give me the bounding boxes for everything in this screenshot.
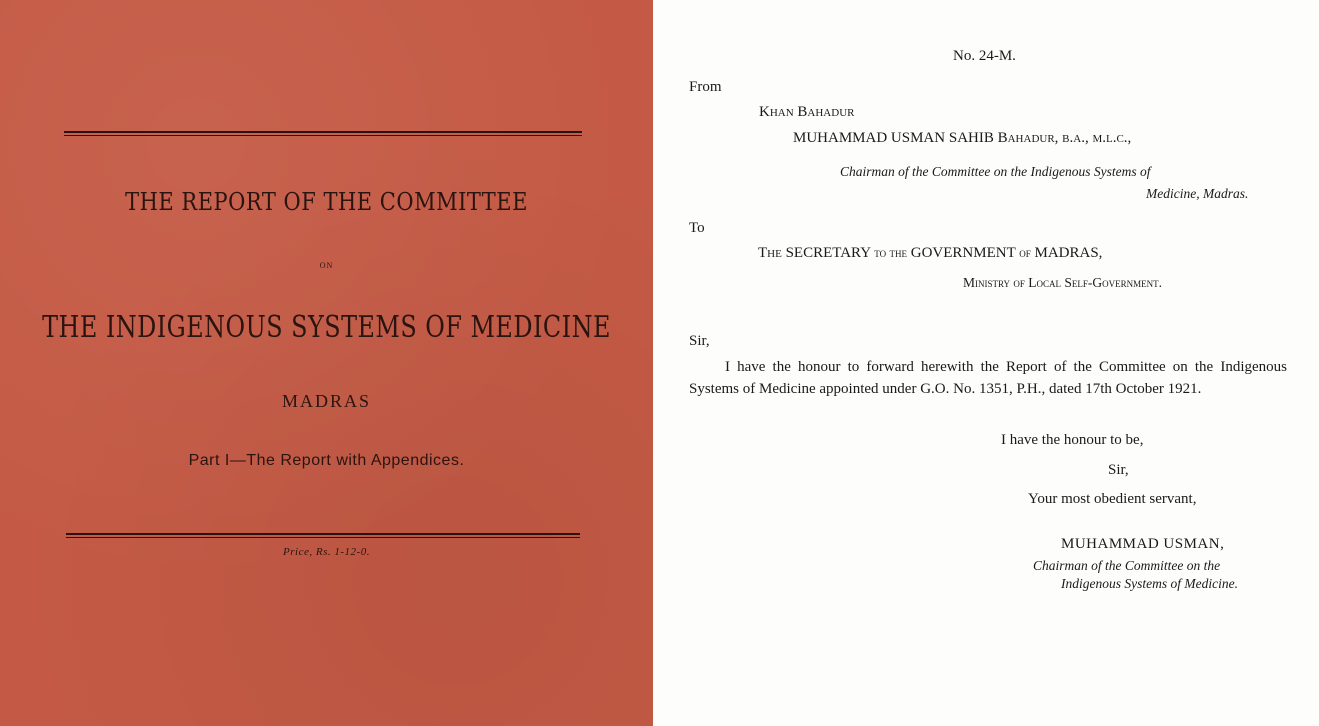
sender-line xyxy=(793,130,1131,147)
cover-on: ON xyxy=(319,261,334,270)
signature: MUHAMMAD USMAN, xyxy=(1061,536,1225,552)
from-label: From xyxy=(689,79,722,95)
recipient-secretary: SECRETARY xyxy=(785,245,871,261)
forwarding-letter xyxy=(653,0,1319,726)
to-label: To xyxy=(689,220,705,236)
recipient-ministry: Ministry of Local Self-Government. xyxy=(963,275,1163,290)
cover-price: Price, Rs. 1-12-0. xyxy=(283,546,370,558)
signature-role-line1: Chairman of the Committee on the xyxy=(1033,558,1221,573)
recipient-line xyxy=(758,245,1102,262)
sender-role-line1: Chairman of the Committee on the Indigenous Systems of xyxy=(840,164,1151,179)
closing-line3: Your most obedient servant, xyxy=(1028,491,1197,507)
cover-place: MADRAS xyxy=(281,391,372,411)
sender-name: MUHAMMAD USMAN SAHIB xyxy=(793,130,994,146)
letter-body: I have the honour to forward herewith the Report of the Committee on the Indigenous Systems of Medicine appointed under G.O. No. 1351, P.H., dated 17th October 1921. xyxy=(689,359,1287,397)
recipient-of: of xyxy=(1019,245,1031,260)
sender-suffix: Bahadur, b.a., m.l.c., xyxy=(997,130,1132,146)
cover-part: Part I—The Report with Appendices. xyxy=(188,452,465,469)
recipient-government: GOVERNMENT xyxy=(910,245,1016,261)
salutation: Sir, xyxy=(689,333,710,349)
letter-number: No. 24-M. xyxy=(953,48,1016,64)
cover-title: THE REPORT OF THE COMMITTEE xyxy=(125,188,528,216)
closing-line1: I have the honour to be, xyxy=(1001,432,1144,448)
cover-subject: THE INDIGENOUS SYSTEMS OF MEDICINE xyxy=(42,310,611,346)
signature-role-line2: Indigenous Systems of Medicine. xyxy=(1061,576,1238,591)
report-cover xyxy=(0,0,653,726)
sender-role-line2: Medicine, Madras. xyxy=(1146,186,1249,201)
cover-top-rule xyxy=(64,131,582,136)
recipient-mid: to the xyxy=(874,245,907,260)
cover-bottom-rule xyxy=(66,533,580,538)
sender-honorific: Khan Bahadur xyxy=(759,104,855,120)
closing-line2: Sir, xyxy=(1108,462,1129,478)
recipient-madras: MADRAS, xyxy=(1034,245,1103,261)
recipient-pre: The xyxy=(758,245,782,261)
